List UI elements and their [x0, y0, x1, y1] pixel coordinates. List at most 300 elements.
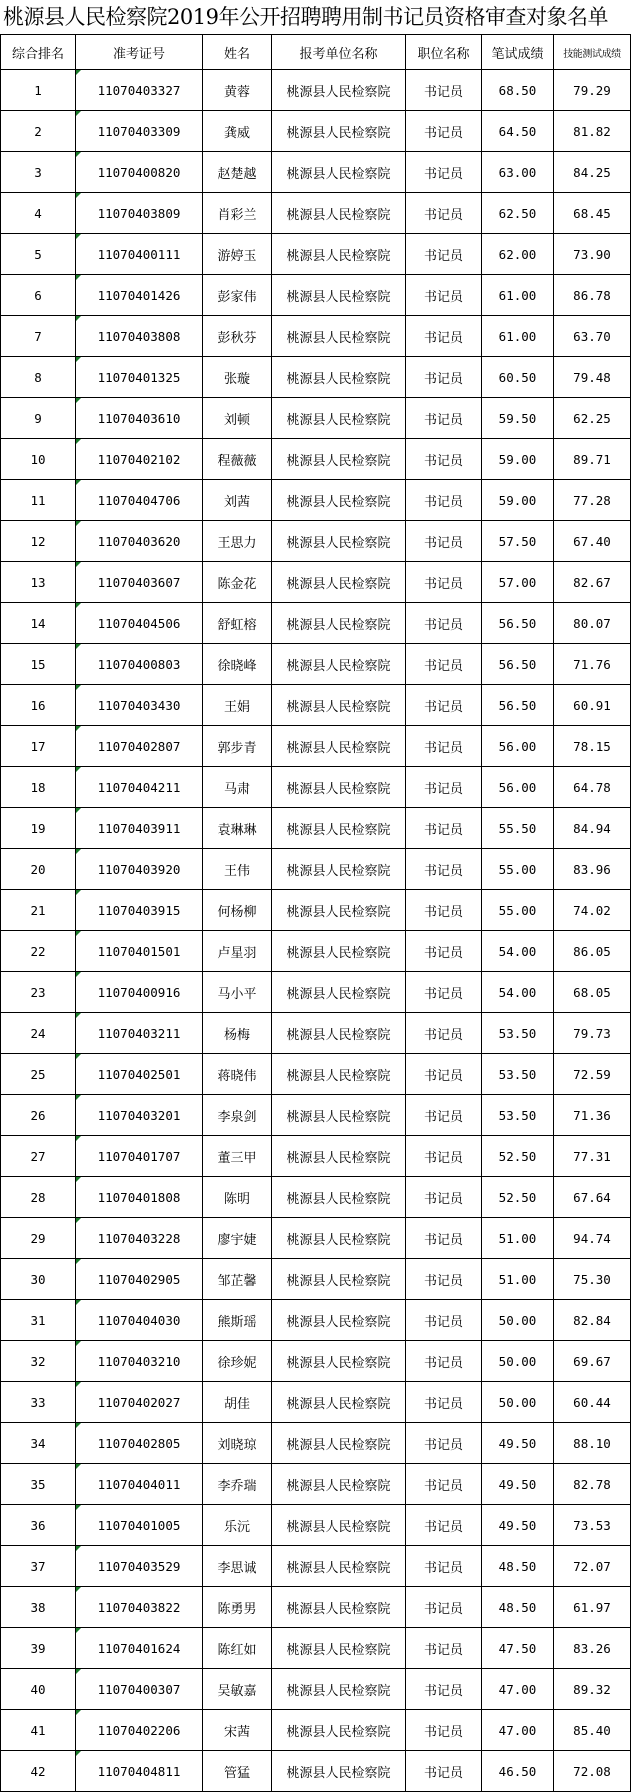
cell-name: 黄蓉: [203, 70, 272, 111]
cell-position: 书记员: [406, 234, 482, 275]
cell-name: 李泉剑: [203, 1095, 272, 1136]
cell-written-score: 51.00: [482, 1259, 554, 1300]
cell-position: 书记员: [406, 275, 482, 316]
cell-skill-score: 68.45: [554, 193, 631, 234]
cell-rank: 12: [1, 521, 76, 562]
cell-written-score: 62.00: [482, 234, 554, 275]
cell-written-score: 51.00: [482, 1218, 554, 1259]
cell-rank: 34: [1, 1423, 76, 1464]
cell-rank: 31: [1, 1300, 76, 1341]
cell-unit: 桃源县人民检察院: [272, 890, 406, 931]
cell-skill-score: 60.91: [554, 685, 631, 726]
cell-unit: 桃源县人民检察院: [272, 1013, 406, 1054]
cell-position: 书记员: [406, 1054, 482, 1095]
cell-skill-score: 69.67: [554, 1341, 631, 1382]
cell-name: 刘茜: [203, 480, 272, 521]
cell-position: 书记员: [406, 1628, 482, 1669]
cell-unit: 桃源县人民检察院: [272, 1136, 406, 1177]
cell-name: 蒋晓伟: [203, 1054, 272, 1095]
cell-written-score: 49.50: [482, 1464, 554, 1505]
cell-position: 书记员: [406, 1013, 482, 1054]
cell-written-score: 56.00: [482, 726, 554, 767]
table-row: [1, 439, 631, 480]
cell-written-score: 59.00: [482, 480, 554, 521]
cell-unit: 桃源县人民检察院: [272, 234, 406, 275]
cell-unit: 桃源县人民检察院: [272, 1669, 406, 1710]
table-row: [1, 1382, 631, 1423]
cell-position: 书记员: [406, 1751, 482, 1792]
table-row: [1, 931, 631, 972]
cell-ticket-number: 11070402102: [76, 439, 203, 480]
table-row: [1, 644, 631, 685]
cell-name: 刘顿: [203, 398, 272, 439]
cell-skill-score: 84.94: [554, 808, 631, 849]
table-row: [1, 1054, 631, 1095]
cell-name: 董三甲: [203, 1136, 272, 1177]
table-row: [1, 1136, 631, 1177]
table-row: [1, 890, 631, 931]
cell-written-score: 59.00: [482, 439, 554, 480]
cell-position: 书记员: [406, 808, 482, 849]
cell-skill-score: 79.48: [554, 357, 631, 398]
cell-written-score: 54.00: [482, 931, 554, 972]
cell-unit: 桃源县人民检察院: [272, 1218, 406, 1259]
cell-name: 王伟: [203, 849, 272, 890]
cell-ticket-number: 11070401808: [76, 1177, 203, 1218]
cell-rank: 6: [1, 275, 76, 316]
cell-written-score: 46.50: [482, 1751, 554, 1792]
cell-rank: 4: [1, 193, 76, 234]
cell-ticket-number: 11070404011: [76, 1464, 203, 1505]
cell-unit: 桃源县人民检察院: [272, 1628, 406, 1669]
cell-rank: 7: [1, 316, 76, 357]
cell-ticket-number: 11070404706: [76, 480, 203, 521]
cell-ticket-number: 11070402027: [76, 1382, 203, 1423]
cell-written-score: 54.00: [482, 972, 554, 1013]
cell-written-score: 62.50: [482, 193, 554, 234]
candidate-table: [0, 34, 631, 1792]
cell-skill-score: 94.74: [554, 1218, 631, 1259]
cell-rank: 42: [1, 1751, 76, 1792]
cell-ticket-number: 11070401707: [76, 1136, 203, 1177]
cell-unit: 桃源县人民检察院: [272, 480, 406, 521]
cell-unit: 桃源县人民检察院: [272, 1177, 406, 1218]
cell-written-score: 56.00: [482, 767, 554, 808]
cell-rank: 27: [1, 1136, 76, 1177]
cell-unit: 桃源县人民检察院: [272, 1751, 406, 1792]
table-row: [1, 1177, 631, 1218]
table-row: [1, 1095, 631, 1136]
cell-skill-score: 64.78: [554, 767, 631, 808]
cell-name: 程薇薇: [203, 439, 272, 480]
cell-skill-score: 79.73: [554, 1013, 631, 1054]
cell-ticket-number: 11070400820: [76, 152, 203, 193]
header-ticket-number: 准考证号: [76, 35, 203, 70]
cell-written-score: 47.00: [482, 1710, 554, 1751]
cell-unit: 桃源县人民检察院: [272, 193, 406, 234]
cell-name: 舒虹榕: [203, 603, 272, 644]
cell-written-score: 48.50: [482, 1546, 554, 1587]
cell-skill-score: 86.05: [554, 931, 631, 972]
cell-rank: 13: [1, 562, 76, 603]
cell-skill-score: 89.71: [554, 439, 631, 480]
cell-unit: 桃源县人民检察院: [272, 1505, 406, 1546]
cell-skill-score: 85.40: [554, 1710, 631, 1751]
cell-written-score: 49.50: [482, 1423, 554, 1464]
cell-skill-score: 82.78: [554, 1464, 631, 1505]
cell-skill-score: 72.59: [554, 1054, 631, 1095]
cell-ticket-number: 11070403211: [76, 1013, 203, 1054]
cell-skill-score: 82.67: [554, 562, 631, 603]
cell-unit: 桃源县人民检察院: [272, 275, 406, 316]
cell-written-score: 55.50: [482, 808, 554, 849]
cell-written-score: 60.50: [482, 357, 554, 398]
cell-skill-score: 82.84: [554, 1300, 631, 1341]
cell-position: 书记员: [406, 685, 482, 726]
cell-ticket-number: 11070401325: [76, 357, 203, 398]
table-row: [1, 316, 631, 357]
cell-name: 陈金花: [203, 562, 272, 603]
cell-unit: 桃源县人民检察院: [272, 767, 406, 808]
cell-name: 马小平: [203, 972, 272, 1013]
cell-unit: 桃源县人民检察院: [272, 931, 406, 972]
table-row: [1, 152, 631, 193]
cell-position: 书记员: [406, 398, 482, 439]
cell-ticket-number: 11070401501: [76, 931, 203, 972]
header-written-score: 笔试成绩: [482, 35, 554, 70]
cell-name: 何杨柳: [203, 890, 272, 931]
cell-name: 乐沅: [203, 1505, 272, 1546]
cell-position: 书记员: [406, 767, 482, 808]
cell-ticket-number: 11070403228: [76, 1218, 203, 1259]
cell-name: 陈明: [203, 1177, 272, 1218]
cell-skill-score: 73.53: [554, 1505, 631, 1546]
cell-ticket-number: 11070403610: [76, 398, 203, 439]
cell-position: 书记员: [406, 644, 482, 685]
cell-rank: 26: [1, 1095, 76, 1136]
cell-skill-score: 77.28: [554, 480, 631, 521]
cell-ticket-number: 11070403822: [76, 1587, 203, 1628]
cell-position: 书记员: [406, 972, 482, 1013]
cell-rank: 28: [1, 1177, 76, 1218]
table-row: [1, 1259, 631, 1300]
table-row: [1, 726, 631, 767]
table-header-row: [1, 35, 631, 70]
header-position: 职位名称: [406, 35, 482, 70]
cell-written-score: 52.50: [482, 1136, 554, 1177]
cell-written-score: 59.50: [482, 398, 554, 439]
cell-rank: 2: [1, 111, 76, 152]
cell-position: 书记员: [406, 726, 482, 767]
cell-unit: 桃源县人民检察院: [272, 1382, 406, 1423]
cell-skill-score: 67.40: [554, 521, 631, 562]
cell-unit: 桃源县人民检察院: [272, 1259, 406, 1300]
cell-ticket-number: 11070403915: [76, 890, 203, 931]
cell-rank: 10: [1, 439, 76, 480]
cell-rank: 17: [1, 726, 76, 767]
cell-skill-score: 60.44: [554, 1382, 631, 1423]
header-unit: 报考单位名称: [272, 35, 406, 70]
cell-unit: 桃源县人民检察院: [272, 849, 406, 890]
table-row: [1, 1218, 631, 1259]
cell-written-score: 48.50: [482, 1587, 554, 1628]
cell-unit: 桃源县人民检察院: [272, 1710, 406, 1751]
cell-rank: 39: [1, 1628, 76, 1669]
cell-ticket-number: 11070401624: [76, 1628, 203, 1669]
cell-written-score: 56.50: [482, 644, 554, 685]
cell-name: 袁琳琳: [203, 808, 272, 849]
cell-unit: 桃源县人民检察院: [272, 439, 406, 480]
table-row: [1, 521, 631, 562]
cell-ticket-number: 11070403529: [76, 1546, 203, 1587]
cell-ticket-number: 11070400307: [76, 1669, 203, 1710]
cell-position: 书记员: [406, 1095, 482, 1136]
cell-skill-score: 77.31: [554, 1136, 631, 1177]
cell-skill-score: 75.30: [554, 1259, 631, 1300]
table-row: [1, 1628, 631, 1669]
cell-written-score: 49.50: [482, 1505, 554, 1546]
cell-unit: 桃源县人民检察院: [272, 603, 406, 644]
cell-ticket-number: 11070402807: [76, 726, 203, 767]
cell-skill-score: 83.26: [554, 1628, 631, 1669]
cell-position: 书记员: [406, 1710, 482, 1751]
cell-unit: 桃源县人民检察院: [272, 685, 406, 726]
cell-ticket-number: 11070402501: [76, 1054, 203, 1095]
table-row: [1, 1546, 631, 1587]
table-row: [1, 193, 631, 234]
cell-rank: 30: [1, 1259, 76, 1300]
cell-unit: 桃源县人民检察院: [272, 1546, 406, 1587]
cell-unit: 桃源县人民检察院: [272, 1095, 406, 1136]
cell-rank: 9: [1, 398, 76, 439]
cell-rank: 29: [1, 1218, 76, 1259]
cell-name: 卢星羽: [203, 931, 272, 972]
table-row: [1, 1710, 631, 1751]
cell-rank: 32: [1, 1341, 76, 1382]
cell-skill-score: 72.07: [554, 1546, 631, 1587]
cell-skill-score: 71.36: [554, 1095, 631, 1136]
cell-name: 马肃: [203, 767, 272, 808]
table-row: [1, 70, 631, 111]
cell-unit: 桃源县人民检察院: [272, 1423, 406, 1464]
cell-name: 宋茜: [203, 1710, 272, 1751]
table-row: [1, 1300, 631, 1341]
cell-written-score: 63.00: [482, 152, 554, 193]
cell-rank: 24: [1, 1013, 76, 1054]
cell-skill-score: 81.82: [554, 111, 631, 152]
cell-rank: 19: [1, 808, 76, 849]
cell-position: 书记员: [406, 193, 482, 234]
cell-position: 书记员: [406, 931, 482, 972]
table-row: [1, 480, 631, 521]
cell-written-score: 47.00: [482, 1669, 554, 1710]
cell-skill-score: 84.25: [554, 152, 631, 193]
cell-position: 书记员: [406, 603, 482, 644]
cell-position: 书记员: [406, 849, 482, 890]
header-skill-score: 技能测试成绩: [554, 35, 631, 70]
cell-skill-score: 88.10: [554, 1423, 631, 1464]
cell-position: 书记员: [406, 1546, 482, 1587]
cell-unit: 桃源县人民检察院: [272, 562, 406, 603]
cell-skill-score: 83.96: [554, 849, 631, 890]
table-row: [1, 562, 631, 603]
table-row: [1, 972, 631, 1013]
cell-name: 王娟: [203, 685, 272, 726]
cell-unit: 桃源县人民检察院: [272, 972, 406, 1013]
table-row: [1, 1505, 631, 1546]
cell-rank: 35: [1, 1464, 76, 1505]
cell-position: 书记员: [406, 1259, 482, 1300]
cell-position: 书记员: [406, 1669, 482, 1710]
cell-name: 陈红如: [203, 1628, 272, 1669]
cell-rank: 16: [1, 685, 76, 726]
cell-written-score: 52.50: [482, 1177, 554, 1218]
cell-name: 李乔瑞: [203, 1464, 272, 1505]
cell-position: 书记员: [406, 316, 482, 357]
cell-skill-score: 62.25: [554, 398, 631, 439]
cell-position: 书记员: [406, 1423, 482, 1464]
table-row: [1, 808, 631, 849]
cell-name: 彭秋芬: [203, 316, 272, 357]
cell-unit: 桃源县人民检察院: [272, 644, 406, 685]
cell-rank: 40: [1, 1669, 76, 1710]
cell-ticket-number: 11070402905: [76, 1259, 203, 1300]
table-row: [1, 603, 631, 644]
table-row: [1, 275, 631, 316]
cell-skill-score: 68.05: [554, 972, 631, 1013]
cell-name: 张璇: [203, 357, 272, 398]
cell-name: 彭家伟: [203, 275, 272, 316]
cell-written-score: 47.50: [482, 1628, 554, 1669]
header-name: 姓名: [203, 35, 272, 70]
page-title: 桃源县人民检察院2019年公开招聘聘用制书记员资格审查对象名单: [3, 5, 608, 29]
cell-ticket-number: 11070403911: [76, 808, 203, 849]
cell-unit: 桃源县人民检察院: [272, 398, 406, 439]
cell-rank: 25: [1, 1054, 76, 1095]
table-row: [1, 398, 631, 439]
cell-position: 书记员: [406, 1587, 482, 1628]
cell-ticket-number: 11070403607: [76, 562, 203, 603]
cell-rank: 33: [1, 1382, 76, 1423]
cell-position: 书记员: [406, 562, 482, 603]
cell-position: 书记员: [406, 152, 482, 193]
cell-name: 陈勇男: [203, 1587, 272, 1628]
table-row: [1, 849, 631, 890]
cell-position: 书记员: [406, 480, 482, 521]
cell-unit: 桃源县人民检察院: [272, 726, 406, 767]
cell-rank: 11: [1, 480, 76, 521]
cell-position: 书记员: [406, 1300, 482, 1341]
cell-rank: 14: [1, 603, 76, 644]
cell-position: 书记员: [406, 1341, 482, 1382]
cell-name: 龚威: [203, 111, 272, 152]
cell-skill-score: 63.70: [554, 316, 631, 357]
cell-written-score: 56.50: [482, 685, 554, 726]
cell-written-score: 64.50: [482, 111, 554, 152]
cell-unit: 桃源县人民检察院: [272, 111, 406, 152]
cell-name: 赵楚越: [203, 152, 272, 193]
cell-unit: 桃源县人民检察院: [272, 1587, 406, 1628]
cell-ticket-number: 11070401426: [76, 275, 203, 316]
cell-name: 管猛: [203, 1751, 272, 1792]
cell-rank: 18: [1, 767, 76, 808]
cell-name: 王思力: [203, 521, 272, 562]
cell-ticket-number: 11070404811: [76, 1751, 203, 1792]
table-row: [1, 234, 631, 275]
cell-position: 书记员: [406, 1136, 482, 1177]
cell-written-score: 57.00: [482, 562, 554, 603]
cell-rank: 5: [1, 234, 76, 275]
cell-rank: 38: [1, 1587, 76, 1628]
cell-ticket-number: 11070404506: [76, 603, 203, 644]
cell-skill-score: 80.07: [554, 603, 631, 644]
cell-skill-score: 74.02: [554, 890, 631, 931]
cell-unit: 桃源县人民检察院: [272, 152, 406, 193]
cell-written-score: 56.50: [482, 603, 554, 644]
cell-skill-score: 78.15: [554, 726, 631, 767]
cell-name: 肖彩兰: [203, 193, 272, 234]
cell-rank: 41: [1, 1710, 76, 1751]
cell-skill-score: 71.76: [554, 644, 631, 685]
cell-unit: 桃源县人民检察院: [272, 316, 406, 357]
cell-name: 徐晓峰: [203, 644, 272, 685]
cell-unit: 桃源县人民检察院: [272, 1341, 406, 1382]
cell-name: 杨梅: [203, 1013, 272, 1054]
cell-position: 书记员: [406, 1177, 482, 1218]
table-row: [1, 111, 631, 152]
cell-skill-score: 89.32: [554, 1669, 631, 1710]
cell-unit: 桃源县人民检察院: [272, 357, 406, 398]
table-row: [1, 1464, 631, 1505]
cell-name: 熊斯瑶: [203, 1300, 272, 1341]
cell-written-score: 68.50: [482, 70, 554, 111]
table-row: [1, 1423, 631, 1464]
cell-rank: 36: [1, 1505, 76, 1546]
cell-ticket-number: 11070403808: [76, 316, 203, 357]
cell-rank: 20: [1, 849, 76, 890]
cell-written-score: 50.00: [482, 1382, 554, 1423]
cell-ticket-number: 11070403620: [76, 521, 203, 562]
cell-position: 书记员: [406, 439, 482, 480]
table-row: [1, 1013, 631, 1054]
cell-name: 徐珍妮: [203, 1341, 272, 1382]
cell-position: 书记员: [406, 521, 482, 562]
cell-ticket-number: 11070403327: [76, 70, 203, 111]
cell-ticket-number: 11070404030: [76, 1300, 203, 1341]
cell-rank: 15: [1, 644, 76, 685]
cell-ticket-number: 11070402805: [76, 1423, 203, 1464]
cell-written-score: 50.00: [482, 1300, 554, 1341]
cell-skill-score: 86.78: [554, 275, 631, 316]
cell-ticket-number: 11070400803: [76, 644, 203, 685]
cell-rank: 3: [1, 152, 76, 193]
cell-rank: 1: [1, 70, 76, 111]
cell-ticket-number: 11070402206: [76, 1710, 203, 1751]
cell-name: 吴敏嘉: [203, 1669, 272, 1710]
table-row: [1, 357, 631, 398]
cell-name: 游婷玉: [203, 234, 272, 275]
cell-ticket-number: 11070403920: [76, 849, 203, 890]
cell-position: 书记员: [406, 70, 482, 111]
cell-skill-score: 67.64: [554, 1177, 631, 1218]
cell-ticket-number: 11070403309: [76, 111, 203, 152]
cell-name: 胡佳: [203, 1382, 272, 1423]
cell-ticket-number: 11070404211: [76, 767, 203, 808]
cell-unit: 桃源县人民检察院: [272, 808, 406, 849]
cell-ticket-number: 11070403201: [76, 1095, 203, 1136]
cell-written-score: 55.00: [482, 849, 554, 890]
table-row: [1, 685, 631, 726]
